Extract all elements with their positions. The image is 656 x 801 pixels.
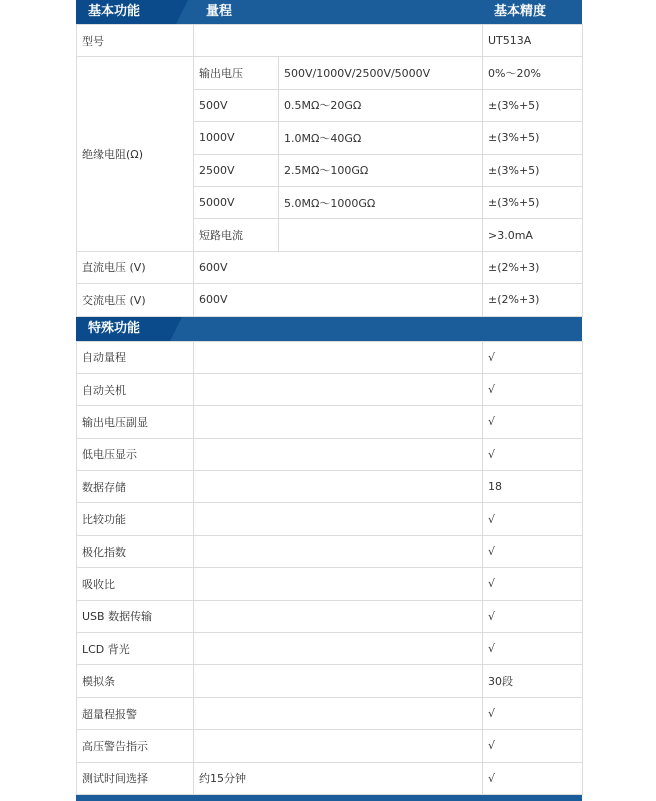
feature-value: √ xyxy=(483,341,583,373)
insulation-acc: >3.0mA xyxy=(483,219,583,251)
feature-label: USB 数据传输 xyxy=(77,600,194,632)
dcv-range: 600V xyxy=(194,251,483,283)
feature-label: 模拟条 xyxy=(77,665,194,697)
feature-label: 高压警告指示 xyxy=(77,730,194,762)
insulation-acc: ±(3%+5) xyxy=(483,89,583,121)
table-row xyxy=(77,697,583,729)
basic-spec-table xyxy=(76,24,583,317)
feature-range: 约15分钟 xyxy=(194,762,483,794)
table-row xyxy=(77,633,583,665)
feature-label: 测试时间选择 xyxy=(77,762,194,794)
table-row xyxy=(77,406,583,438)
insulation-sub: 5000V xyxy=(194,186,279,218)
feature-value: √ xyxy=(483,503,583,535)
feature-label: 比较功能 xyxy=(77,503,194,535)
section-header-basic xyxy=(76,0,582,24)
model-value: UT513A xyxy=(483,25,583,57)
insulation-range: 0.5MΩ～20GΩ xyxy=(279,89,483,121)
table-row xyxy=(77,568,583,600)
feature-range xyxy=(194,633,483,665)
feature-label: 自动量程 xyxy=(77,341,194,373)
insulation-sub: 短路电流 xyxy=(194,219,279,251)
feature-label: 低电压显示 xyxy=(77,438,194,470)
feature-range xyxy=(194,406,483,438)
insulation-acc: ±(3%+5) xyxy=(483,154,583,186)
acv-range: 600V xyxy=(194,284,483,316)
dcv-label: 直流电压 (V) xyxy=(77,251,194,283)
feature-value: √ xyxy=(483,762,583,794)
feature-range xyxy=(194,730,483,762)
insulation-range: 2.5MΩ～100GΩ xyxy=(279,154,483,186)
table-row xyxy=(77,438,583,470)
feature-label: 吸收比 xyxy=(77,568,194,600)
feature-value: √ xyxy=(483,730,583,762)
feature-range xyxy=(194,665,483,697)
feature-range xyxy=(194,471,483,503)
insulation-acc: ±(3%+5) xyxy=(483,186,583,218)
table-row xyxy=(77,730,583,762)
feature-range xyxy=(194,341,483,373)
table-row xyxy=(77,600,583,632)
model-label: 型号 xyxy=(77,25,194,57)
header-range: 量程 xyxy=(206,4,233,19)
feature-value: √ xyxy=(483,600,583,632)
table-row xyxy=(77,57,583,89)
insulation-sub: 500V xyxy=(194,89,279,121)
feature-value: √ xyxy=(483,697,583,729)
table-row xyxy=(77,25,583,57)
insulation-acc: 0%～20% xyxy=(483,57,583,89)
feature-range xyxy=(194,373,483,405)
feature-range xyxy=(194,535,483,567)
insulation-range: 500V/1000V/2500V/5000V xyxy=(279,57,483,89)
insulation-acc: ±(3%+5) xyxy=(483,122,583,154)
insulation-label: 绝缘电阻(Ω) xyxy=(77,57,194,251)
table-row xyxy=(77,284,583,316)
table-row xyxy=(77,341,583,373)
insulation-sub: 2500V xyxy=(194,154,279,186)
spec-table-container xyxy=(76,0,582,801)
special-function-table xyxy=(76,341,583,795)
model-range xyxy=(194,25,483,57)
feature-range xyxy=(194,438,483,470)
feature-label: 极化指数 xyxy=(77,535,194,567)
feature-value: √ xyxy=(483,568,583,600)
insulation-sub: 1000V xyxy=(194,122,279,154)
feature-range xyxy=(194,600,483,632)
header-basic-function: 基本功能 xyxy=(88,4,141,19)
acv-acc: ±(2%+3) xyxy=(483,284,583,316)
header-special-function: 特殊功能 xyxy=(88,320,141,336)
feature-value: √ xyxy=(483,633,583,665)
section-header-special xyxy=(76,317,582,341)
header-accuracy: 基本精度 xyxy=(494,4,547,19)
insulation-range: 1.0MΩ～40GΩ xyxy=(279,122,483,154)
bottom-bar xyxy=(76,795,582,801)
dcv-acc: ±(2%+3) xyxy=(483,251,583,283)
feature-value: 30段 xyxy=(483,665,583,697)
feature-label: LCD 背光 xyxy=(77,633,194,665)
table-row xyxy=(77,665,583,697)
table-row xyxy=(77,373,583,405)
feature-range xyxy=(194,503,483,535)
feature-value: √ xyxy=(483,373,583,405)
feature-value: 18 xyxy=(483,471,583,503)
table-row xyxy=(77,503,583,535)
feature-value: √ xyxy=(483,535,583,567)
feature-label: 数据存储 xyxy=(77,471,194,503)
feature-range xyxy=(194,568,483,600)
table-row xyxy=(77,471,583,503)
feature-value: √ xyxy=(483,406,583,438)
insulation-range xyxy=(279,219,483,251)
feature-range xyxy=(194,697,483,729)
insulation-range: 5.0MΩ～1000GΩ xyxy=(279,186,483,218)
table-row xyxy=(77,535,583,567)
acv-label: 交流电压 (V) xyxy=(77,284,194,316)
feature-label: 自动关机 xyxy=(77,373,194,405)
insulation-sub: 输出电压 xyxy=(194,57,279,89)
feature-label: 超量程报警 xyxy=(77,697,194,729)
feature-label: 输出电压副显 xyxy=(77,406,194,438)
table-row xyxy=(77,251,583,283)
feature-value: √ xyxy=(483,438,583,470)
table-row xyxy=(77,762,583,794)
